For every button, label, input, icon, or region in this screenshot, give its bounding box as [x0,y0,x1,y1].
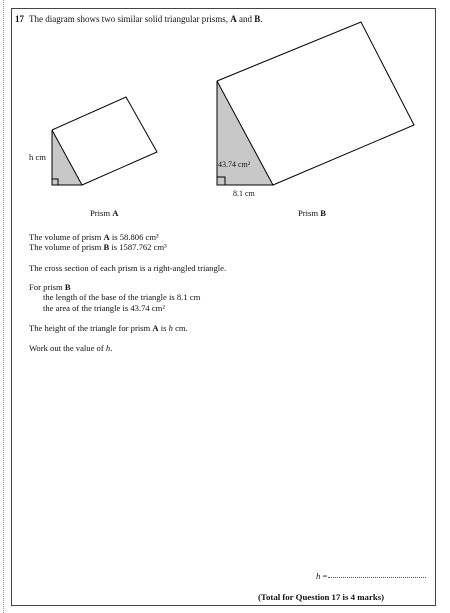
answer-label: h = [316,571,328,581]
prism-a [52,97,157,185]
volume-a-text: The volume of prism A is 58.806 cm³ [29,232,159,242]
area-text: the area of the triangle is 43.74 cm² [43,303,165,313]
prism-a-cross-section [52,130,82,185]
question-intro: The diagram shows two similar solid triangular prisms, A and B. [29,14,263,24]
base-length-text: the length of the base of the triangle is 8.1 cm [43,292,201,302]
answer-line[interactable] [328,577,426,578]
prism-b-base-label: 8.1 cm [233,189,255,198]
caption-prism-b: Prism B [298,208,326,218]
for-prism-text: For prism B [29,282,71,292]
cross-section-text: The cross section of each prism is a right-angled triangle. [29,263,227,273]
volume-b-text: The volume of prism B is 1587.762 cm³ [29,242,167,252]
question-number: 17 [15,14,24,24]
height-text: The height of the triangle for prism A is h cm. [29,323,188,333]
caption-prism-a: Prism A [90,208,119,218]
work-out-text: Work out the value of h. [29,343,113,353]
prism-a-height-label: h cm [29,152,46,162]
prism-b-area-label: 43.74 cm² [218,160,251,169]
total-marks: (Total for Question 17 is 4 marks) [258,592,385,602]
